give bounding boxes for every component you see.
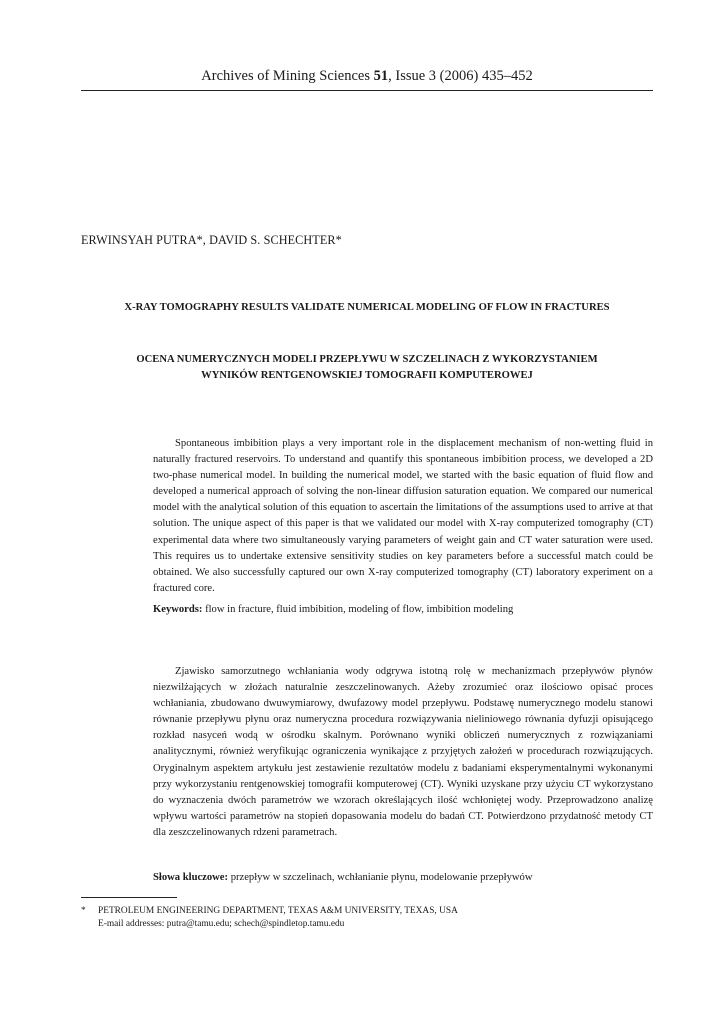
journal-name: Archives of Mining Sciences	[201, 68, 374, 84]
authors: ERWINSYAH PUTRA*, DAVID S. SCHECHTER*	[81, 233, 342, 247]
keywords-polish-label: Słowa kluczowe:	[153, 872, 229, 883]
footnote-rule	[81, 897, 177, 898]
footnote-affiliation: PETROLEUM ENGINEERING DEPARTMENT, TEXAS A&M UNIVERSITY, TEXAS, USA	[98, 906, 458, 916]
title-polish	[81, 352, 653, 384]
keywords-english-label: Keywords:	[153, 604, 203, 615]
header-rule	[81, 90, 653, 91]
journal-volume: 51	[373, 68, 389, 84]
abstract-english	[153, 436, 653, 597]
title-polish-line-2: WYNIKÓW RENTGENOWSKIEJ TOMOGRAFII KOMPUTEROWEJ	[201, 370, 533, 381]
keywords-polish-text: przepływ w szczelinach, wchłanianie płynu, modelowanie przepływów	[228, 872, 533, 883]
keywords-polish	[153, 872, 653, 883]
title-polish-line-1: OCENA NUMERYCZNYCH MODELI PRZEPŁYWU W SZCZELINACH Z WYKORZYSTANIEM	[136, 354, 598, 365]
title-english: X-RAY TOMOGRAPHY RESULTS VALIDATE NUMERICAL MODELING OF FLOW IN FRACTURES	[124, 302, 610, 313]
footnote	[81, 905, 458, 931]
journal-header	[81, 68, 653, 85]
journal-issue: , Issue 3 (2006) 435–452	[388, 68, 533, 84]
keywords-english	[153, 604, 653, 615]
footnote-email: E-mail addresses: putra@tamu.edu; schech@spindletop.tamu.edu	[98, 919, 345, 929]
footnote-mark: *	[81, 906, 86, 916]
abstract-english-text: Spontaneous imbibition plays a very important role in the displacement mechanism of non-wetting fluid in naturally fractured reservoirs. To understand and quantify this spontaneous imbibition process, we developed a 2D two-phase numerical model. In building the numerical model, we started with the basic equation of fluid flow and developed a numerical approach of solving the non-linear diffusion saturation equation. We compared our numerical model with the analytical solution of this equation to ascertain the limitations of the assumptions used to arrive at that solution. The unique aspect of this paper is that we validated our model with X-ray computerized tomography (CT) experimental data where two simultaneously varying parameters of weight gain and CT water saturation were used. This requires us to undertake extensive sensitivity studies on key parameters before a successful match could be obtained. We also successfully captured our own X-ray computerized tomography (CT) laboratory experiment on a fractured core.	[153, 438, 653, 594]
abstract-polish-text: Zjawisko samorzutnego wchłaniania wody odgrywa istotną rolę w mechanizmach przepływów płynów niezwilżających w złożach naturalnie zeszczelinowanych. Ażeby zrozumieć oraz ilościowo opisać proces wchłaniania, zbudowano dwuwymiarowy, dwufazowy model przepływu. Podstawę numerycznego modelu stanowi równanie przepływu płynu oraz numeryczna procedura rozwiązywania nieliniowego równania dyfuzji opisującego rozkład nasyceń wodą w ośrodku skalnym. Porównano wyniki obliczeń numerycznych z rozwiązaniami analitycznymi, również weryfikując ograniczenia wynikające z przyjętych założeń w procedurach rozwiązujących. Oryginalnym aspektem artykułu jest zestawienie rezultatów modelu z badaniami eksperymentalnymi wykonanymi przy wykorzystaniu rentgenowskiej tomografii komputerowej (CT). Wyniki uzyskane przy użyciu CT wykorzystano do wyznaczenia dwóch parametrów we wzorach określających ilość wchłoniętej wody. Przeprowadzono analizę wpływu wartości parametrów na stopień dopasowania modelu do badań CT. Potwierdzono przydatność metody CT dla zeszczelinowanych rdzeni parametrach.	[153, 666, 653, 838]
keywords-english-text: flow in fracture, fluid imbibition, modeling of flow, imbibition modeling	[202, 604, 514, 615]
abstract-polish	[153, 664, 653, 841]
